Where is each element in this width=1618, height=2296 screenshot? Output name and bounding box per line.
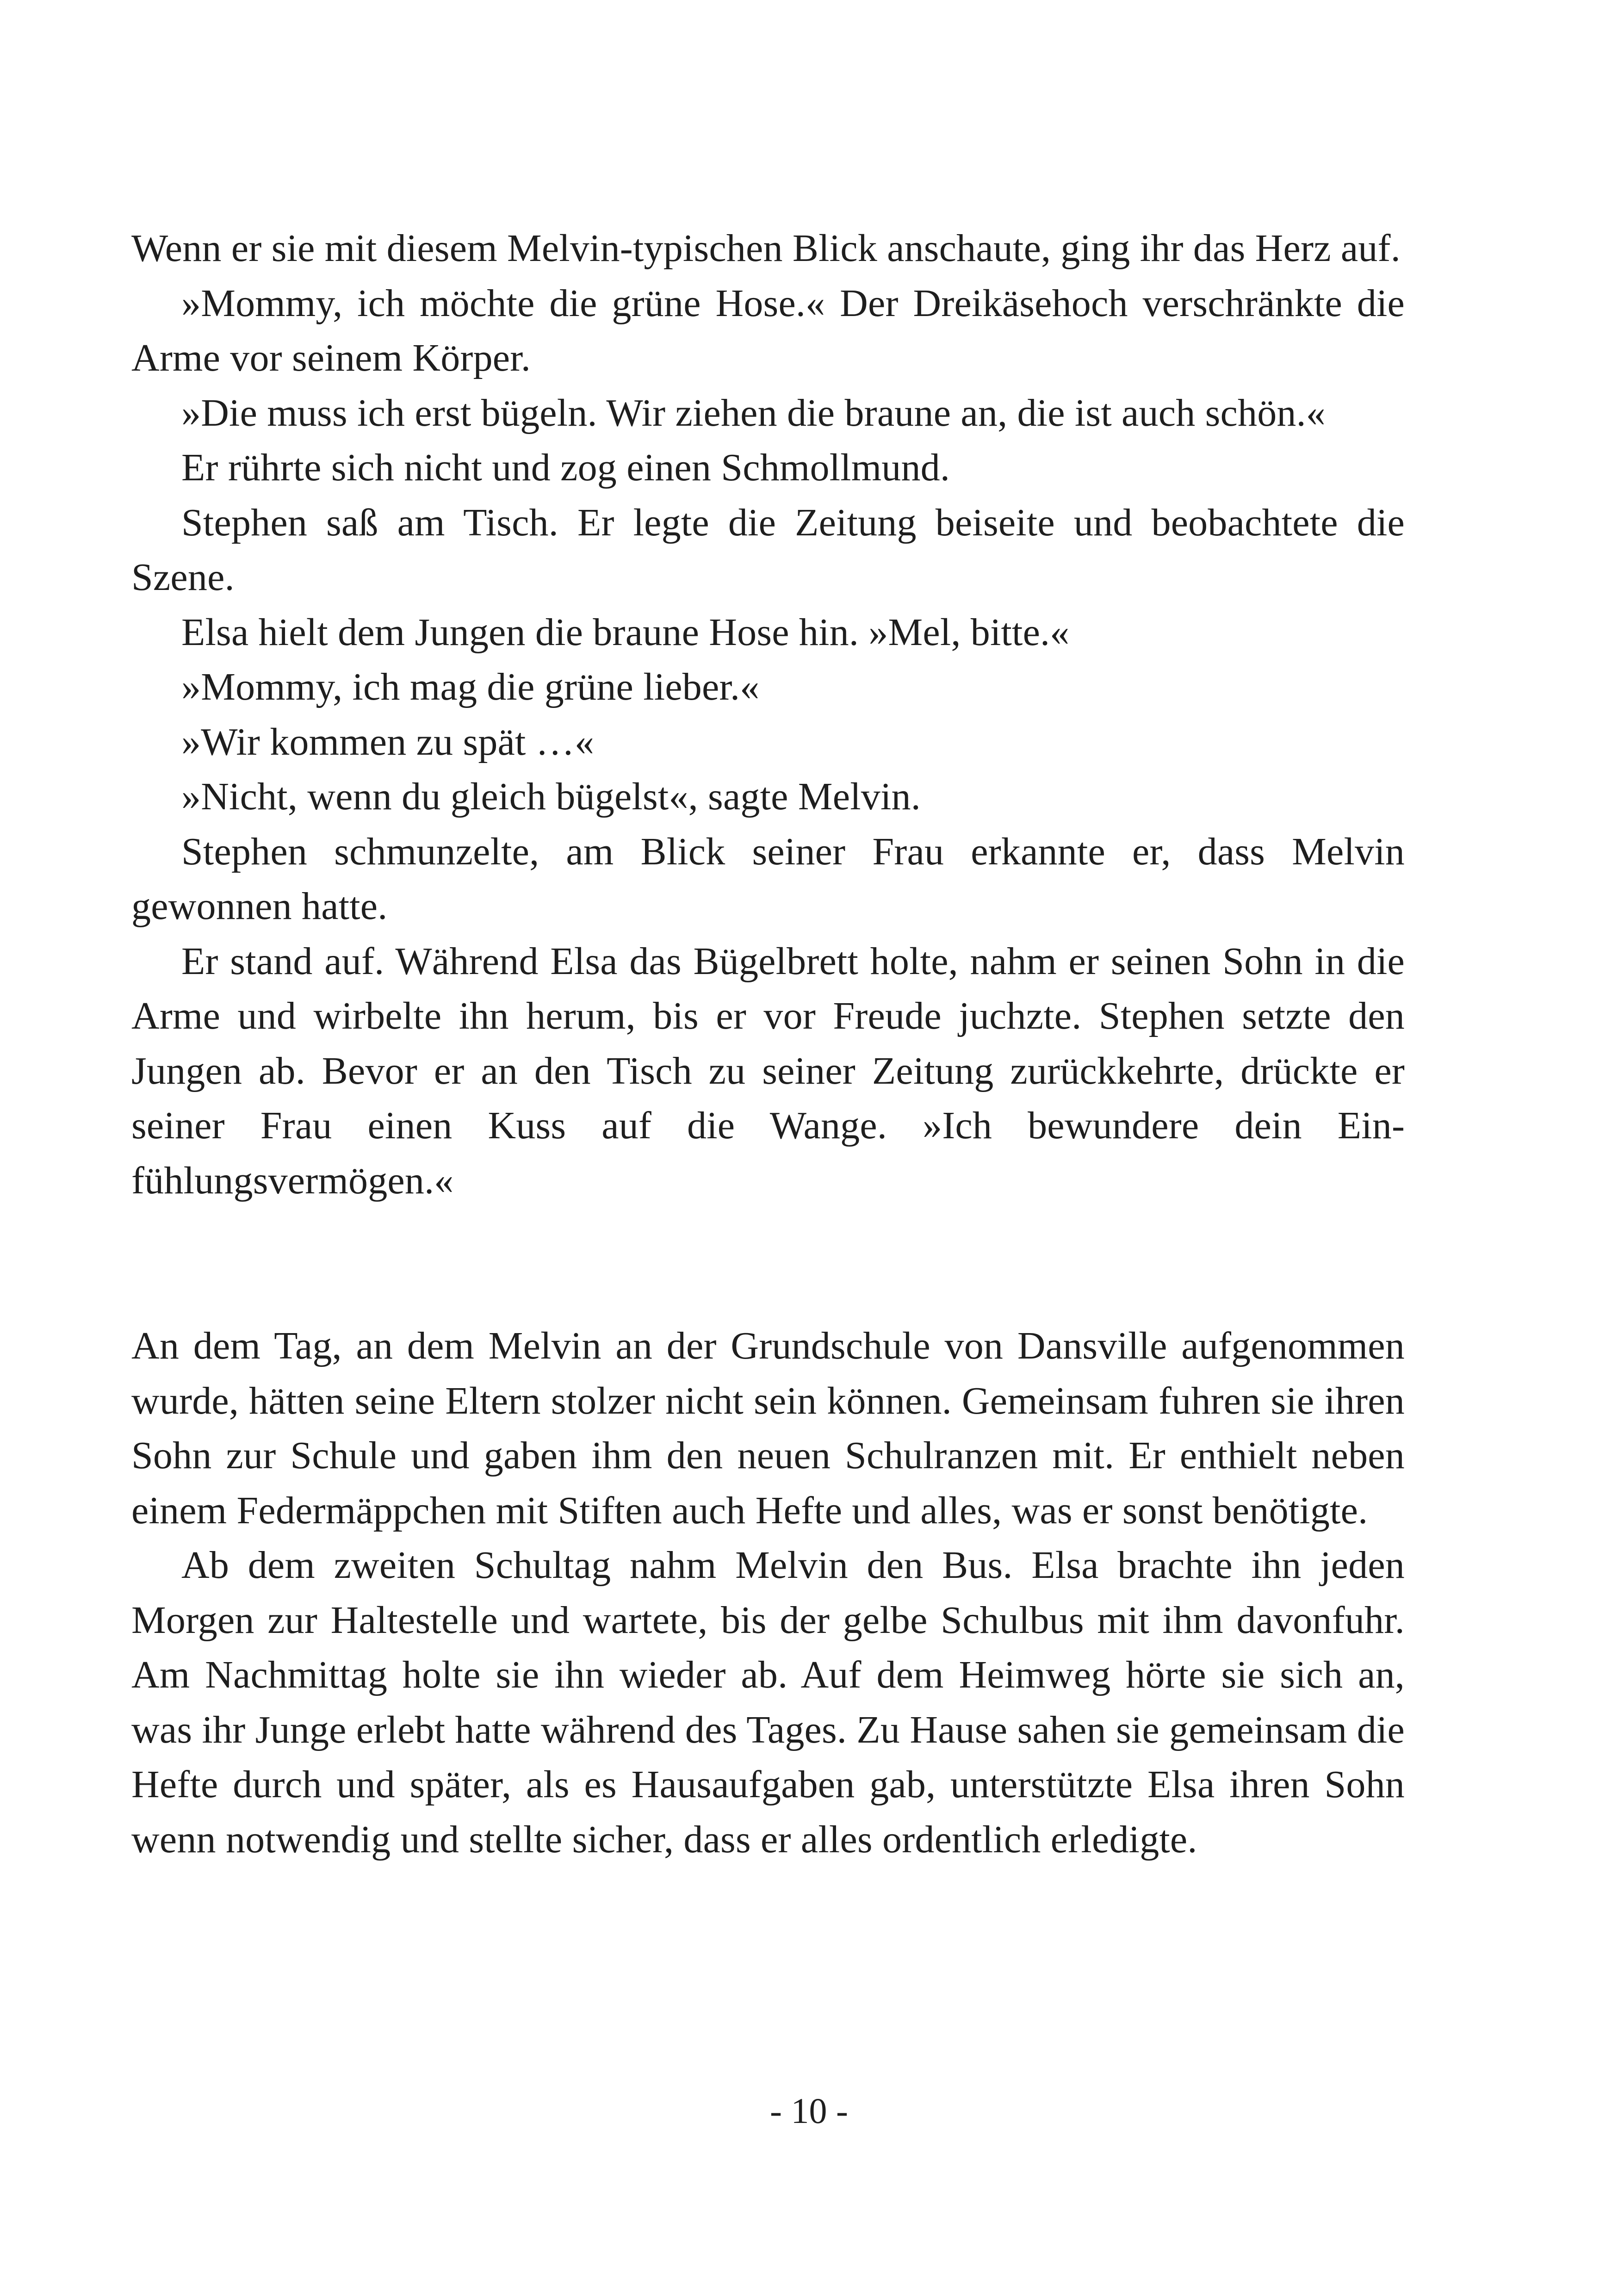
- paragraph: »Mommy, ich mag die grüne lieber.«: [181, 665, 760, 708]
- text-section-2: [131, 1319, 1405, 1867]
- paragraph: »Wir kommen zu spät …«: [181, 720, 595, 763]
- paragraph: »Nicht, wenn du gleich bügelst«, sagte Melvin.: [181, 775, 921, 818]
- paragraph: »Die muss ich erst bügeln. Wir ziehen die braune an, die ist auch schön.«: [181, 391, 1326, 434]
- paragraph: Er stand auf. Während Elsa das Bügelbrett holte, nahm er seinen Sohn in die Arme und wirbelte ihn herum, bis er vor Freude juchzte. Stephen setzte den Jungen ab. Bevor er an den Tisch zu seiner Zeitung zurückkehrte, drückte er seiner Frau einen Kuss auf die Wange. »Ich bewundere dein Einfühlungsvermögen.«: [131, 939, 1405, 1202]
- paragraph: Wenn er sie mit diesem Melvin-typischen Blick anschaute, ging ihr das Herz auf.: [131, 227, 1401, 270]
- paragraph: Stephen saß am Tisch. Er legte die Zeitung beiseite und beobachtete die Szene.: [131, 501, 1405, 599]
- paragraph: Ab dem zweiten Schultag nahm Melvin den Bus. Elsa brachte ihn jeden Morgen zur Haltestelle und wartete, bis der gelbe Schulbus mit ihm davonfuhr. Am Nachmittag holte sie ihn wieder ab. Auf dem Heimweg hörte sie sich an, was ihr Junge erlebt hatte während des Tages. Zu Hause sahen sie gemeinsam die Hefte durch und später, als es Hausaufgaben gab, unterstützte Elsa ihren Sohn wenn notwendig und stellte sicher, dass er alles ordentlich erledigte.: [131, 1544, 1405, 1861]
- page-number: - 10 -: [770, 2091, 848, 2131]
- paragraph: »Mommy, ich möchte die grüne Hose.« Der Dreikäsehoch verschränkte die Arme vor seinem Körper.: [131, 281, 1405, 379]
- paragraph: Er rührte sich nicht und zog einen Schmollmund.: [181, 446, 950, 489]
- paragraph: An dem Tag, an dem Melvin an der Grundschule von Dansville aufgenommen wurde, hätten seine Eltern stolzer nicht sein können. Gemeinsam fuhren sie ihren Sohn zur Schule und gaben ihm den neuen Schulranzen mit. Er enthielt neben einem Federmäppchen mit Stiften auch Hefte und alles, was er sonst benötigte.: [131, 1324, 1405, 1532]
- paragraph: Elsa hielt dem Jungen die braune Hose hin. »Mel, bitte.«: [181, 610, 1070, 654]
- text-section-1: [131, 221, 1405, 1208]
- paragraph: Stephen schmunzelte, am Blick seiner Frau erkannte er, dass Melvin gewonnen hatte.: [131, 830, 1405, 928]
